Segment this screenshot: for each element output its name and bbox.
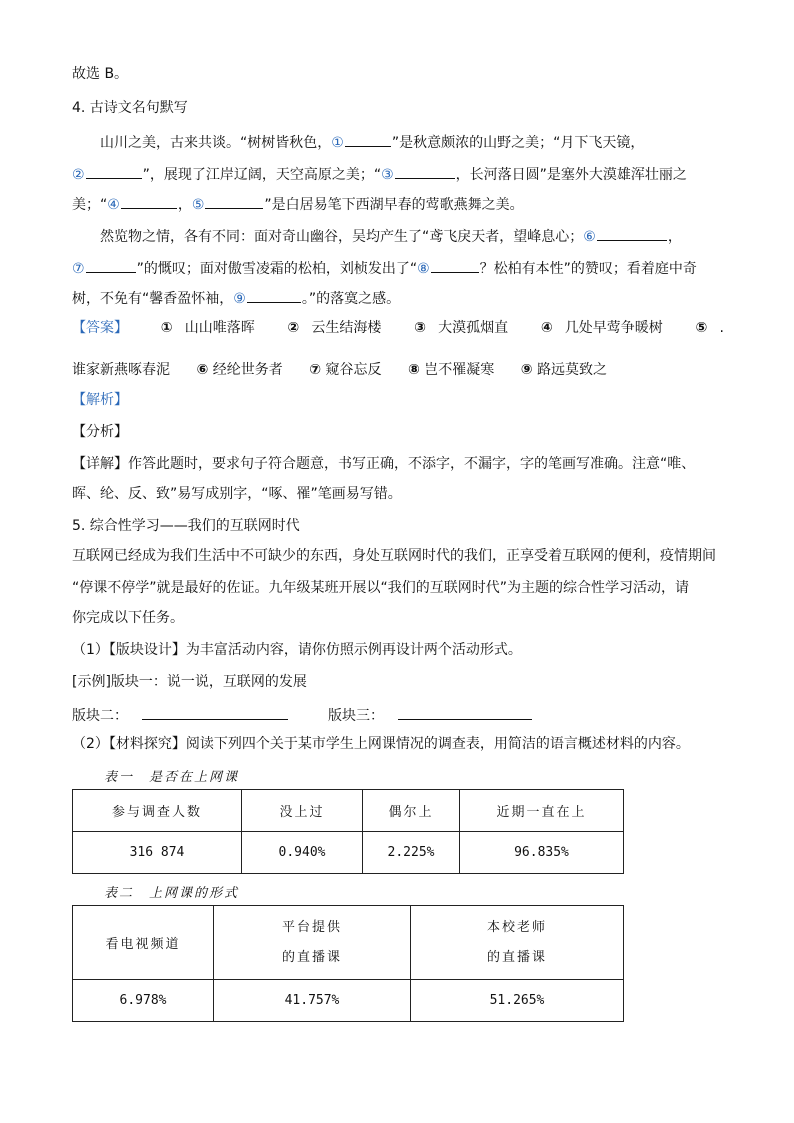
table2	[72, 905, 624, 1022]
q4-text: 山川之美，古来共谈。“树树皆秋色，	[100, 135, 332, 151]
block2-answer-field[interactable]	[142, 703, 288, 720]
block-row	[72, 703, 532, 726]
blank-number-7: ⑦	[72, 261, 85, 277]
q5-task2: （2）【材料探究】阅读下列四个关于某市学生上网课情况的调查表，用简洁的语言概述材料的内容。	[72, 736, 690, 752]
prev-answer-line: 故选 B。	[72, 66, 129, 82]
table1-cell: 2.225%	[363, 832, 460, 874]
q4-para-line3	[72, 192, 524, 215]
table2-header: 平台提供 的直播课	[214, 906, 411, 980]
answer-item: ⑧ 岂不罹凝寒	[407, 362, 495, 378]
q4-text: ，长河落日圆”是塞外大漠雄浑壮丽之	[455, 167, 687, 183]
detail-line-2: 晖、纶、反、致”易写成别字，“啄、罹”笔画易写错。	[72, 486, 402, 502]
answer-item: ⑦ 窥谷忘反	[309, 362, 382, 378]
table2-header: 看电视频道	[73, 906, 214, 980]
answer-item-5-text: 谁家新燕啄春泥	[72, 362, 170, 378]
q4-title: 4. 古诗文名句默写	[72, 100, 188, 116]
answer-item: ④ 几处早莺争暖树	[540, 320, 663, 336]
blank-1[interactable]	[345, 130, 391, 147]
blank-number-5: ⑤	[191, 197, 205, 213]
q4-text: ？松柏有本性”的赞叹；看着庭中奇	[479, 261, 697, 277]
q5-para-line1: 互联网已经成为我们生活中不可缺少的东西，身处互联网时代的我们，正享受着互联网的便利，疫情期间	[72, 548, 716, 564]
q4-para-line4: 然览物之情，各有不同：面对奇山幽谷，吴均产生了“鸢飞戾天者，望峰息心；⑥ ，	[100, 224, 682, 247]
answer-item: ③ 大漠孤烟直	[414, 320, 509, 336]
blank-4[interactable]	[121, 192, 177, 209]
block3-label: 版块三：	[328, 708, 384, 724]
q4-para-line1	[100, 130, 644, 153]
blank-6[interactable]	[597, 224, 667, 241]
answer-item: ⑥ 经纶世务者	[196, 362, 283, 378]
blank-number-9: ⑨	[233, 291, 246, 307]
q5-para-line2: “停课不停学”就是最好的佐证。九年级某班开展以“我们的互联网时代”为主题的综合性学习活动，请	[72, 580, 690, 596]
answer-label: 【答案】	[72, 320, 128, 336]
blank-number-3: ③	[381, 167, 394, 183]
q4-text: ”的慨叹；面对傲雪凌霜的松柏，刘桢发出了“	[136, 261, 418, 277]
table1-cell: 316 874	[73, 832, 242, 874]
q4-para-line2	[72, 162, 687, 185]
answer-item: ⑤ .	[695, 320, 724, 336]
q4-text: 。”的落寞之感。	[301, 291, 401, 307]
table2-header: 本校老师 的直播课	[411, 906, 624, 980]
table1-cell: 0.940%	[242, 832, 363, 874]
q4-text: ”是白居易笔下西湖早春的莺歌燕舞之美。	[264, 197, 524, 213]
table1-caption: 表一 是否在上网课	[104, 770, 240, 785]
block2-label: 版块二：	[72, 708, 128, 724]
q4-text: ，	[177, 197, 192, 213]
blank-number-6: ⑥	[583, 229, 596, 245]
analysis-label: 【解析】	[72, 392, 128, 408]
answer-item: ⑨ 路远莫致之	[520, 362, 608, 378]
answer-item: ② 云生结海楼	[287, 320, 382, 336]
table2-cell: 51.265%	[411, 980, 624, 1022]
detail-line-1: 【详解】作答此题时，要求句子符合题意，书写正确，不添字，不漏字，字的笔画写准确。注意“唯、	[72, 456, 696, 472]
q5-title: 5. 综合性学习——我们的互联网时代	[72, 518, 300, 534]
q4-text: ”，展现了江岸辽阔，天空高原之美；“	[142, 167, 382, 183]
table1-header: 参与调查人数	[73, 790, 242, 832]
blank-3[interactable]	[395, 162, 455, 179]
blank-number-1: ①	[331, 135, 344, 151]
table1-header: 没上过	[242, 790, 363, 832]
blank-number-2: ②	[72, 167, 85, 183]
block3-answer-field[interactable]	[398, 703, 532, 720]
blank-7[interactable]	[86, 256, 136, 273]
answer-item: ① 山山唯落晖	[160, 320, 255, 336]
blank-number-4: ④	[107, 197, 120, 213]
table2-cell: 6.978%	[73, 980, 214, 1022]
q4-para-line6	[72, 286, 400, 309]
table1-cell: 96.835%	[460, 832, 624, 874]
q5-task1: （1）【版块设计】为丰富活动内容，请你仿照示例再设计两个活动形式。	[72, 642, 522, 658]
table2-cell: 41.757%	[214, 980, 411, 1022]
q4-text: 美；“	[72, 197, 108, 213]
table1-header: 偶尔上	[363, 790, 460, 832]
answer-row-1	[72, 318, 724, 338]
table2-caption: 表二 上网课的形式	[104, 886, 240, 901]
blank-9[interactable]	[247, 286, 301, 303]
q4-text: 树，不免有“馨香盈怀袖，	[72, 291, 234, 307]
q4-para-line5	[72, 256, 697, 279]
blank-number-8: ⑧	[417, 261, 430, 277]
q4-text: 然览物之情，各有不同：面对奇山幽谷，吴均产生了“鸢飞戾天者，望峰息心；	[100, 229, 584, 245]
fenxi-label: 【分析】	[72, 424, 128, 440]
blank-8[interactable]	[431, 256, 479, 273]
q5-example: [示例]版块一：说一说，互联网的发展	[72, 674, 307, 690]
table1	[72, 789, 624, 874]
blank-2[interactable]	[86, 162, 142, 179]
table1-header: 近期一直在上	[460, 790, 624, 832]
q4-text: ”是秋意颇浓的山野之美；“月下飞天镜，	[391, 135, 645, 151]
blank-5[interactable]	[205, 192, 263, 209]
q5-para-line3: 你完成以下任务。	[72, 610, 184, 626]
answer-row-2	[72, 360, 629, 380]
